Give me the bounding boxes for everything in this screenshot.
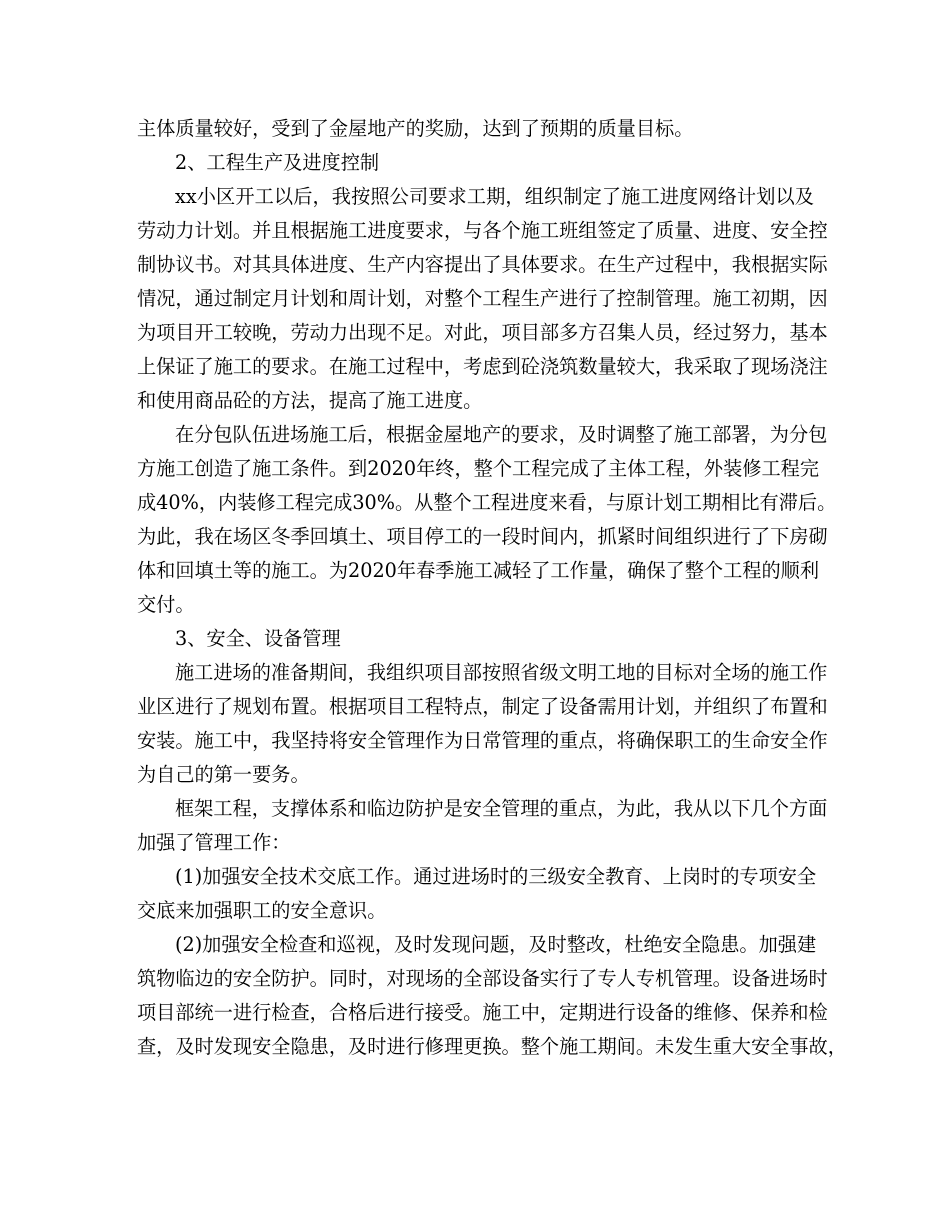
text-line: (2)加强安全检查和巡视，及时发现问题，及时整改，杜绝安全隐患。加强建 [175,933,817,956]
text-line: 成40%，内装修工程完成30%。从整个工程进度来看，与原计划工期相比有滞后。 [137,491,837,514]
text-line: 交底来加强职工的安全意识。 [137,899,387,922]
text-line: xx小区开工以后，我按照公司要求工期，组织制定了施工进度网络计划以及 [175,185,814,208]
section-heading: 2、工程生产及进度控制 [175,151,380,174]
text-line: 主体质量较好，受到了金屋地产的奖励，达到了预期的质量目标。 [137,117,694,140]
text-line: 情况，通过制定月计划和周计划，对整个工程生产进行了控制管理。施工初期，因 [137,287,828,310]
text-line: 为项目开工较晚，劳动力出现不足。对此，项目部多方召集人员，经过努力，基本 [137,321,828,344]
text-line: 施工进场的准备期间，我组织项目部按照省级文明工地的目标对全场的施工作 [175,661,828,684]
text-line: (1)加强安全技术交底工作。通过进场时的三级安全教育、上岗时的专项安全 [175,865,817,888]
text-line: 加强了管理工作： [137,831,291,854]
text-line: 筑物临边的安全防护。同时，对现场的全部设备实行了专人专机管理。设备进场时 [137,967,828,990]
text-line: 在分包队伍进场施工后，根据金屋地产的要求，及时调整了施工部署，为分包 [175,423,828,446]
text-line: 业区进行了规划布置。根据项目工程特点，制定了设备需用计划，并组织了布置和 [137,695,828,718]
text-line: 上保证了施工的要求。在施工过程中，考虑到砼浇筑数量较大，我采取了现场浇注 [137,355,828,378]
text-line: 项目部统一进行检查，合格后进行接受。施工中，定期进行设备的维修、保养和检 [137,1001,828,1024]
text-line: 为此，我在场区冬季回填土、项目停工的一段时间内，抓紧时间组织进行了下房砌 [137,525,828,548]
text-line: 方施工创造了施工条件。到2020年终，整个工程完成了主体工程，外装修工程完 [137,457,820,480]
text-line: 安装。施工中，我坚持将安全管理作为日常管理的重点，将确保职工的生命安全作 [137,729,828,752]
text-line: 框架工程，支撑体系和临边防护是安全管理的重点，为此，我从以下几个方面 [175,797,828,820]
text-line: 劳动力计划。并且根据施工进度要求，与各个施工班组签定了质量、进度、安全控 [137,219,828,242]
text-line: 为自己的第一要务。 [137,763,310,786]
text-line: 和使用商品砼的方法，提高了施工进度。 [137,389,483,412]
section-heading: 3、安全、设备管理 [175,627,341,650]
text-line: 查，及时发现安全隐患，及时进行修理更换。整个施工期间。未发生重大安全事故， [137,1035,847,1058]
text-line: 制协议书。对其具体进度、生产内容提出了具体要求。在生产过程中，我根据实际 [137,253,828,276]
text-line: 交付。 [137,593,195,616]
text-line: 体和回填土等的施工。为2020年春季施工减轻了工作量，确保了整个工程的顺利 [137,559,820,582]
